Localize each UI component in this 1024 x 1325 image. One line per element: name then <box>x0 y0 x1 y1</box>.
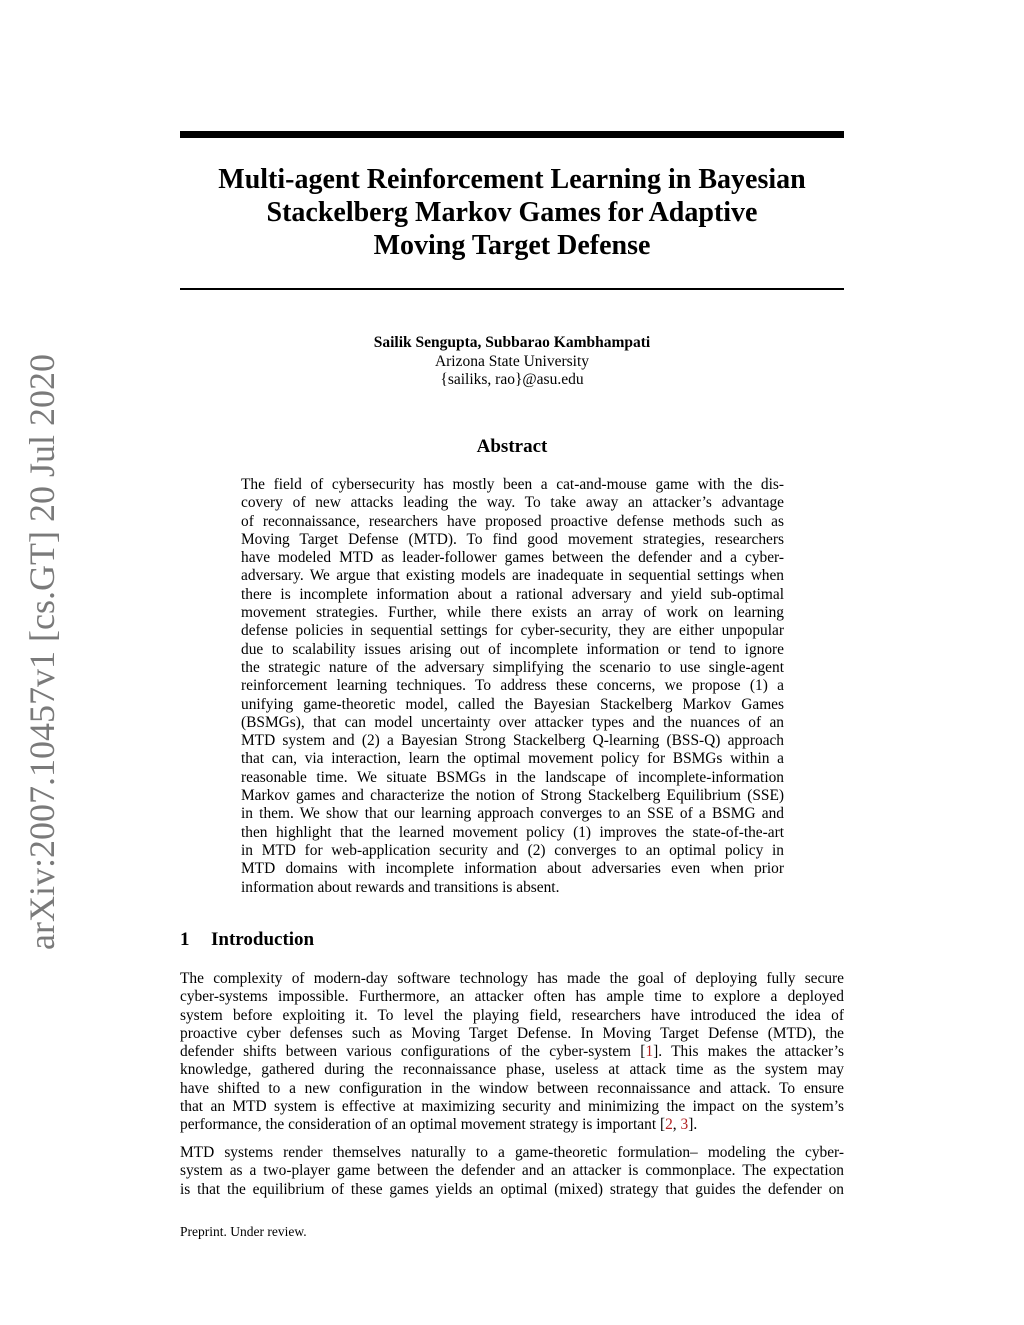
footer-note: Preprint. Under review. <box>180 1224 307 1239</box>
intro-line: is that the equilibrium of these games yields an optimal (mixed) strategy that guides the defender on <box>180 1180 844 1198</box>
abstract-line: (BSMGs), that can model uncertainty over attacker types and the nuances of an <box>241 713 784 731</box>
intro-text: performance, the consideration of an optimal movement strategy is important [ <box>180 1116 666 1133</box>
abstract-line: covery of new attacks leading the way. To take away an attacker’s advantage <box>241 494 784 512</box>
abstract-line: reasonable time. We situate BSMGs in the landscape of incomplete-information <box>241 768 784 786</box>
author-names: Sailik Sengupta, Subbarao Kambhampati <box>373 334 651 351</box>
section-number: 1 <box>180 929 190 950</box>
title-top-rule <box>180 131 844 138</box>
intro-line: MTD systems render themselves naturally to a game-theoretic formulation– modeling the cyber- <box>180 1144 844 1161</box>
title-line: Moving Target Defense <box>373 230 651 261</box>
abstract-line: Markov games and characterize the notion of Strong Stackelberg Equilibrium (SSE) <box>241 787 784 805</box>
intro-line: system as a two-player game between the defender and an attacker is commonplace. The expectation <box>180 1162 844 1180</box>
abstract-line: that can, via interaction, learn the optimal movement policy for BSMGs within a <box>241 750 784 768</box>
author-block <box>180 334 844 390</box>
abstract-line: defense policies in sequential settings for cyber-security, they are either unpopular <box>241 622 784 640</box>
citation-link[interactable]: 2 <box>665 1116 673 1133</box>
abstract-line: adversary. We argue that existing models are inadequate in sequential settings when <box>241 567 784 585</box>
title-line: Multi-agent Reinforcement Learning in Bayesian <box>218 164 806 195</box>
abstract-line: information about rewards and transitions is absent. <box>241 878 560 896</box>
intro-line: The complexity of modern-day software technology has made the goal of deploying fully secure <box>180 970 844 987</box>
intro-line: system before exploiting it. To level the playing field, researchers have introduced the idea of <box>180 1006 844 1024</box>
abstract-line: in them. We show that our learning approach converges to an SSE of a BSMG and <box>241 805 784 823</box>
author-email: {sailiks, rao}@asu.edu <box>440 371 584 388</box>
citation-link[interactable]: 3 <box>680 1116 689 1133</box>
abstract-line: unifying game-theoretic model, called the Bayesian Stackelberg Markov Games <box>241 695 784 713</box>
abstract-line: movement strategies. Further, while there exists an array of work on learning <box>241 604 784 622</box>
intro-line: that an MTD system is effective at maximizing security and minimizing the impact on the system’s <box>180 1097 844 1115</box>
abstract-line: have modeled MTD as leader-follower games between the defender and a cyber- <box>241 549 784 567</box>
section-title: Introduction <box>211 929 315 950</box>
abstract-line: then highlight that the learned movement policy (1) improves the state-of-the-art <box>241 823 784 841</box>
abstract-heading: Abstract <box>476 436 548 457</box>
abstract-line: in MTD for web-application security and (2) converges to an optimal policy in <box>241 841 784 859</box>
abstract-line: of reconnaissance, researchers have proposed proactive defense methods such as <box>241 512 784 530</box>
intro-line: proactive cyber defenses such as Moving Target Defense. In Moving Target Defense (MTD), the <box>180 1024 844 1042</box>
author-affiliation: Arizona State University <box>434 352 590 370</box>
arxiv-identifier[interactable]: arXiv:2007.10457v1 [cs.GT] 20 Jul 2020 <box>22 354 62 950</box>
abstract-line: Moving Target Defense (MTD). To find good movement strategies, researchers <box>241 530 784 548</box>
abstract-line: there is incomplete information about a rational adversary and yield sub-optimal <box>241 585 784 603</box>
abstract-line: MTD system and (2) a Bayesian Strong Stackelberg Q-learning (BSS-Q) approach <box>241 732 784 750</box>
paper-title <box>180 163 844 262</box>
intro-text: , <box>672 1116 681 1133</box>
abstract-line: MTD domains with incomplete information about adversaries even when prior <box>241 860 784 878</box>
intro-line: knowledge, gathered during the reconnaissance phase, useless at attack time as the system may <box>180 1061 844 1079</box>
abstract-line: reinforcement learning techniques. To address these concerns, we propose (1) a <box>241 677 784 695</box>
citation-link[interactable]: 1 <box>645 1043 654 1060</box>
abstract-text <box>241 476 784 897</box>
title-bottom-rule <box>180 288 844 290</box>
intro-text: defender shifts between various configurations of the cyber-system [ <box>180 1043 646 1060</box>
abstract-line: The field of cybersecurity has mostly been a cat-and-mouse game with the dis- <box>241 476 784 493</box>
intro-paragraph-2 <box>180 1144 844 1199</box>
intro-line: cyber-systems impossible. Furthermore, an attacker often has ample time to explore a deployed <box>180 988 844 1006</box>
intro-paragraph-1 <box>180 970 844 1134</box>
intro-line-with-citation <box>180 1043 844 1061</box>
intro-line: have shifted to a new configuration in the window between reconnaissance and attack. To ensure <box>180 1079 844 1097</box>
title-line: Stackelberg Markov Games for Adaptive <box>266 197 758 228</box>
intro-text: ]. <box>688 1116 698 1133</box>
section-heading-introduction <box>180 929 844 951</box>
abstract-line: the strategic nature of the adversary simplifying the scenario to use single-agent <box>241 658 784 676</box>
abstract-line: due to scalability issues arising out of incomplete information or tend to ignore <box>241 640 784 658</box>
intro-text: ]. This makes the attacker’s <box>653 1043 844 1060</box>
intro-line-with-citation <box>180 1116 844 1134</box>
